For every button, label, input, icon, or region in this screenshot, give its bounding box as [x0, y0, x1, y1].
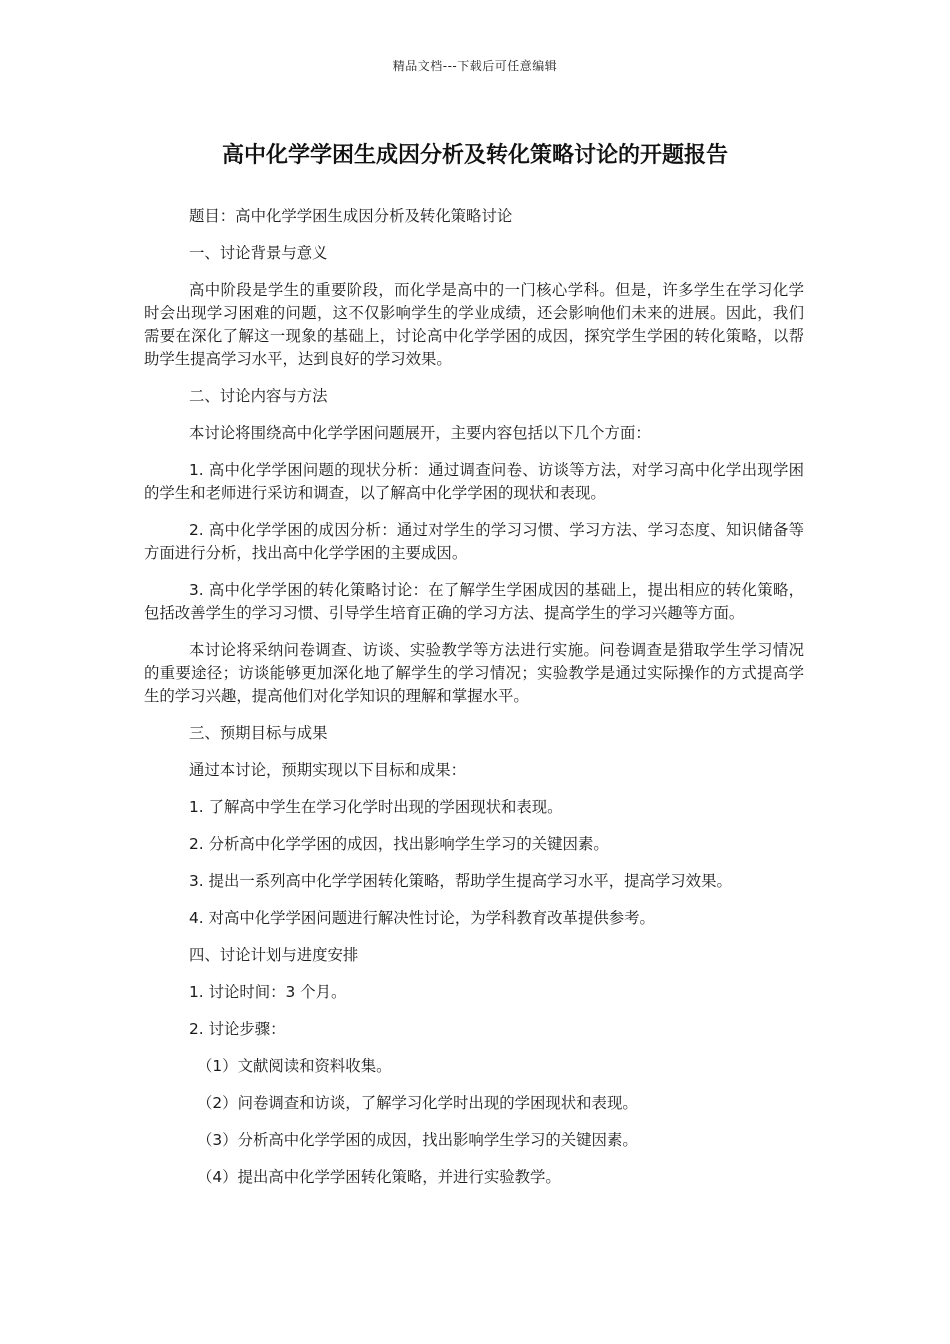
- paragraph: 本讨论将围绕高中化学学困问题展开，主要内容包括以下几个方面：: [189, 424, 651, 442]
- list-item: 4. 对高中化学学困问题进行解决性讨论，为学科教育改革提供参考。: [189, 909, 655, 927]
- list-item: 1. 了解高中学生在学习化学时出现的学困现状和表现。: [189, 798, 563, 816]
- document-title: 高中化学学困生成因分析及转化策略讨论的开题报告: [221, 143, 728, 168]
- paragraph: 高中阶段是学生的重要阶段，而化学是高中的一门核心学科。但是，许多学生在学习化学时会出现学习困难的问题，这不仅影响学生的学业成绩，还会影响他们未来的进展。因此，我们需要在深化了解这一现象的基础上，讨论高中化学学困的成因，探究学生学困的转化策略，以帮助学生提高学习水平，达到良好的学习效果。: [144, 281, 804, 368]
- document-body: [144, 205, 804, 1203]
- sub-list-item: （1）文献阅读和资料收集。: [197, 1057, 392, 1075]
- list-item: 1. 高中化学学困问题的现状分析：通过调查问卷、访谈等方法，对学习高中化学出现学困的学生和老师进行采访和调查，以了解高中化学学困的现状和表现。: [144, 461, 804, 502]
- sub-list-item: （3）分析高中化学学困的成因，找出影响学生学习的关键因素。: [197, 1131, 638, 1149]
- list-item: 1. 讨论时间：3 个月。: [189, 983, 347, 1001]
- section-heading: 四、讨论计划与进度安排: [189, 946, 359, 964]
- paragraph: 通过本讨论，预期实现以下目标和成果：: [189, 761, 467, 779]
- paragraph: 本讨论将采纳问卷调查、访谈、实验教学等方法进行实施。问卷调查是猎取学生学习情况的重要途径；访谈能够更加深化地了解学生的学习情况；实验教学是通过实际操作的方式提高学生的学习兴趣，提高他们对化学知识的理解和掌握水平。: [144, 641, 804, 705]
- section-heading: 二、讨论内容与方法: [189, 387, 328, 405]
- sub-list-item: （2）问卷调查和访谈，了解学习化学时出现的学困现状和表现。: [197, 1094, 638, 1112]
- header-note: 精品文档---下载后可任意编辑: [392, 59, 558, 73]
- list-item: 3. 高中化学学困的转化策略讨论：在了解学生学困成因的基础上，提出相应的转化策略，包括改善学生的学习习惯、引导学生培育正确的学习方法、提高学生的学习兴趣等方面。: [144, 581, 804, 622]
- sub-list-item: （4）提出高中化学学困转化策略，并进行实验教学。: [197, 1168, 561, 1186]
- list-item: 3. 提出一系列高中化学学困转化策略，帮助学生提高学习水平，提高学习效果。: [189, 872, 732, 890]
- list-item: 2. 讨论步骤：: [189, 1020, 286, 1038]
- topic-line: 题目：高中化学学困生成因分析及转化策略讨论: [189, 207, 513, 225]
- section-heading: 三、预期目标与成果: [189, 724, 328, 742]
- list-item: 2. 分析高中化学学困的成因，找出影响学生学习的关键因素。: [189, 835, 609, 853]
- section-heading: 一、讨论背景与意义: [189, 244, 328, 262]
- list-item: 2. 高中化学学困的成因分析：通过对学生的学习习惯、学习方法、学习态度、知识储备等方面进行分析，找出高中化学学困的主要成因。: [144, 521, 804, 562]
